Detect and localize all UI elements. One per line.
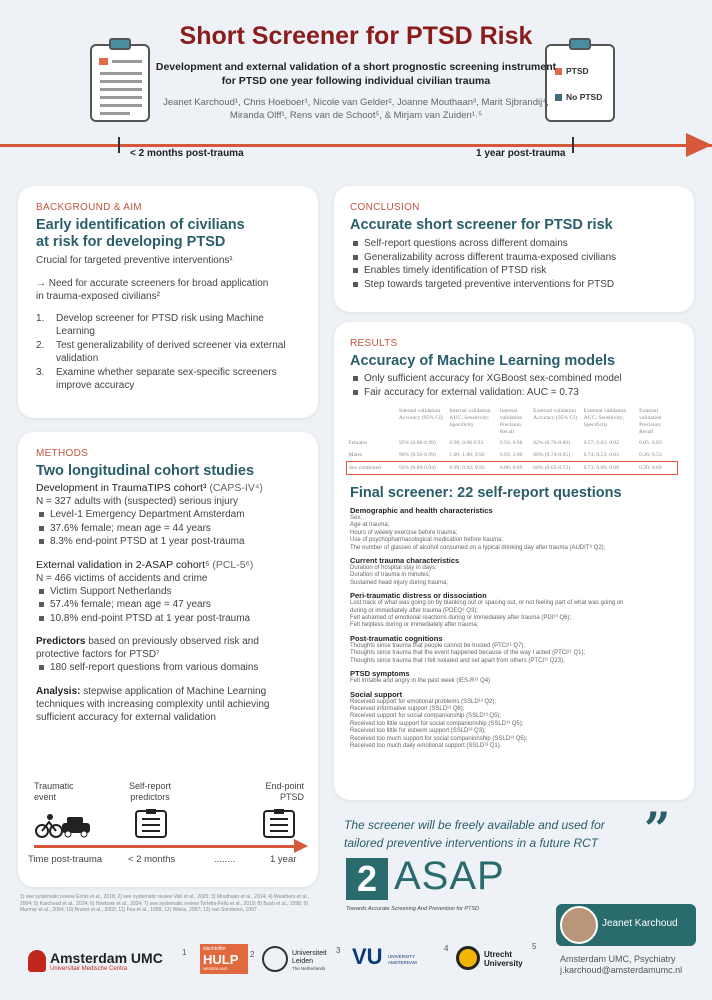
predictors-text: based on previously observed risk and protective factors for PTSD⁷ <box>36 636 259 660</box>
clipboard-left-icon <box>90 44 150 122</box>
logo-leiden: Universiteit Leiden The Netherlands 3 <box>262 946 342 976</box>
screener-section-title: PTSD symptoms <box>350 669 410 679</box>
table-header-row: Internal validation Accuracy (95% CI) Internal validation AUC; Sensitivity; Specificity Internal validation Precision; Recall External validation Accuracy (95% CI) External validation AUC; Sensitivity; Specificity External validation Precision; Recall <box>398 408 662 435</box>
arrow-head-icon <box>686 133 712 157</box>
background-heading: Early identification of civilians at risk for developing PTSD <box>36 217 245 250</box>
conclusion-item: Step towards targeted preventive interventions for PTSD <box>350 278 678 292</box>
ext-title: External validation in 2-ASAP cohort⁵ <box>36 558 210 571</box>
conclusion-item: Self-report questions across different domains <box>350 237 678 251</box>
methods-card <box>18 432 318 887</box>
conclusion-card <box>334 186 694 312</box>
checklist-endpoint-icon <box>262 809 296 839</box>
conclusion-item: Generalizability across different trauma-exposed civilians <box>350 251 678 265</box>
diagram-dots: ........ <box>214 854 236 865</box>
cyclist-car-icon <box>34 811 94 839</box>
ext-n: N = 466 victims of accidents and crime <box>36 572 208 584</box>
asap-logo: 2 ASAP Towards Accurate Screening And Prevention for PTSD <box>346 854 505 912</box>
screener-section-title: Post-traumatic cognitions <box>350 633 443 643</box>
conclusion-item: Enables timely identification of PTSD risk <box>350 264 678 278</box>
contact-badge <box>556 904 696 946</box>
results-item: Fair accuracy for external validation: AUC = 0.73 <box>350 386 678 400</box>
table-row: Males 96% (0.92-0.99) 1.00; 1.00; 0.93 0.93; 1.00 80% (0.74-0.85) 0.74; 0.53; 0.83 0.26; 0.53 <box>348 452 662 458</box>
conclusion-section-label: CONCLUSION <box>350 202 420 213</box>
contact-email[interactable]: j.karchoud@amsterdamumc.nl <box>560 965 683 975</box>
closing-quote: The screener will be freely available and used for tailored preventive interventions in a future RCT <box>344 818 605 850</box>
ext-item: Victim Support Netherlands <box>36 585 300 599</box>
table-row: Females 95% (0.88-0.99) 0.98; 0.98 0.93 0.93; 0.98 82% (0.76-0.86) 0.57; 0.03; 0.92 0.05; 0.03 <box>348 440 662 446</box>
ext-item: 57.4% female; mean age = 47 years <box>36 598 300 612</box>
results-table <box>346 407 678 475</box>
background-card <box>18 186 318 418</box>
subtitle: Development and external validation of a short prognostic screening instrument for PTSD one year following individual civilian trauma <box>155 61 557 87</box>
avatar <box>560 906 598 944</box>
aims-list <box>36 313 300 392</box>
legend-no-ptsd: No PTSD <box>566 92 603 102</box>
table-row-highlighted: Sex combined 93% (0.89-0.94) 0.99; 0.92; 0.93 0.86; 0.69 68% (0.63-0.72) 0.73; 0.69; 0.68 0.20; 0.69 <box>347 462 678 475</box>
results-section-label: RESULTS <box>350 338 398 349</box>
background-line1: Crucial for targeted preventive interventions¹ <box>36 255 233 266</box>
diagram-predictors-label: Self-report predictors <box>128 781 172 802</box>
diagram-t2-label: 1 year <box>270 854 297 865</box>
ext-instrument: (PCL-5⁶) <box>212 558 254 571</box>
screener-section-title: Current trauma characteristics <box>350 556 460 566</box>
diagram-endpoint-label: End-point PTSD <box>265 781 304 802</box>
aim-item: 1. Develop screener for PTSD risk using Machine Learning <box>36 313 264 337</box>
timeline-mark-start <box>118 137 120 153</box>
checklist-icon <box>134 809 168 839</box>
screener-heading: Final screener: 22 self-report questions <box>350 485 622 501</box>
methods-heading: Two longitudinal cohort studies <box>36 463 255 479</box>
dev-item: Level-1 Emergency Department Amsterdam <box>36 508 300 522</box>
dev-instrument: (CAPS-IV⁴) <box>209 482 263 494</box>
logo-utrecht: Utrecht University 5 <box>456 946 548 976</box>
diagram-axis-label: Time post-trauma <box>28 854 103 865</box>
methods-section-label: METHODS <box>36 448 89 459</box>
analysis-text: stepwise application of Machine Learning techniques with increasing complexity until achieving sufficient accuracy for external validation <box>36 685 270 723</box>
predictors-title: Predictors <box>36 636 86 647</box>
screener-list: Demographic and health characteristics Sex; Age at trauma; Hours of weekly exercise before trauma; Use of psychopharmacological medication before trauma; The number of glasses of alcohol consumed on a typical drinking day after trauma (AUDIT⁸ Q2); Current trauma characteristics Duration of hospital stay in days; Duration of trauma in minutes; Sustained head injury during trauma; Peri-traumatic distress or dissociation Lost track of what was going on by blanking out or spacing out, or not feeling part of what was going on during or immediately after trauma (PDEQ⁹ Q3); Felt ashamed of emotional reactions during or immediately after trauma (PDI¹⁰ Q6); Felt helpless during or immediately after trauma; Post-traumatic cognitions Thoughts since trauma that people cannot be trusted (PTCI¹¹ Q7); Thoughts since trauma that the event happened because of the way I acted (PTCI¹¹ Q1); Thoughts since trauma that I felt isolated and set apart from others (PTCI¹¹ Q23); PTSD symptoms Felt irritable and angry in the past week (IES-R¹² Q4) Social support Received support for emotional problems (SSLD¹³ Q2); Received informative support (SSLD¹³ Q6); Received support for social companionship (SSLD¹³ Q5); Received too little support for social companionship (SSLD¹³ Q5); Received too little for esteem support (SSLD¹³ Q3); Received too much support for social companionship (SSLD¹³ Q5); Received too much daily emotional support (SSLD¹³ Q1). <box>350 506 678 750</box>
timeline-right-label: 1 year post-trauma <box>476 148 566 159</box>
screener-section-title: Demographic and health characteristics <box>350 506 493 515</box>
logo-vu: VU UNIVERSITY AMSTERDAM 4 <box>352 944 449 969</box>
conclusion-heading: Accurate short screener for PTSD risk <box>350 217 613 233</box>
results-card <box>334 322 694 800</box>
dev-n: N = 327 adults with (suspected) serious injury <box>36 496 239 507</box>
asap-tagline: Towards Accurate Screening And Prevention for PTSD <box>346 906 479 912</box>
timeline-diagram <box>28 781 304 871</box>
screener-section-title: Peri-traumatic distress or dissociation <box>350 591 487 601</box>
dev-item: 37.6% female; mean age = 44 years <box>36 522 300 536</box>
legend-ptsd: PTSD <box>566 66 589 76</box>
diagram-event-label: Traumatic event <box>34 781 74 802</box>
timeline-arrow <box>0 144 712 147</box>
background-section-label: BACKGROUND & AIM <box>36 202 142 213</box>
results-item: Only sufficient accuracy for XGBoost sex-combined model <box>350 372 678 386</box>
footnotes: 1) see systematic review Ennis et al., 2018; 2) see systematic review Vab et al., 2025; 3) Mouthaan et al., 2014; 4) Weathers et al., 2004; 5) Karchoud et al., 2024; 6) Hoeboer et al., 2024; 7) see systematic review Tortella-Feliu et al., 2019; 8) Bush et al., 1998; 9) Marmar et al., 2004; 10) Brunet et al., 2002; 11) Foa et al., 1999; 12) Weiss, 2007; 13) van Sonderen, 1997 <box>20 894 309 913</box>
dev-item: 8.3% end-point PTSD at 1 year post-trauma <box>36 535 300 549</box>
timeline-mark-end <box>572 137 574 153</box>
contact-affiliation: Amsterdam UMC, Psychiatry <box>560 954 676 964</box>
leiden-seal-icon <box>262 946 288 972</box>
authors: Jeanet Karchoud¹, Chris Hoeboer¹, Nicole van Gelder², Joanne Mouthaan³, Marit Sjbrandij⁴, Miranda Olff¹, Rens van de Schoot⁵, & Mirjam van Zuiden¹˒⁵ <box>163 97 549 121</box>
predictor-item: 180 self-report questions from various domains <box>36 661 300 675</box>
aim-item: 3. Examine whether separate sex-specific screeners improve accuracy <box>36 367 277 391</box>
timeline-left-label: < 2 months post-trauma <box>130 148 244 159</box>
screener-section-title: Social support <box>350 689 403 699</box>
aim-item: 2. Test generalizability of derived screener via external validation <box>36 340 286 364</box>
diagram-t1-label: < 2 months <box>128 854 176 865</box>
logo-slachtofferhulp: slachtoffer HULP NEDERLAND 2 <box>200 944 258 974</box>
ext-item: 10.8% end-point PTSD at 1 year post-trauma <box>36 612 300 626</box>
amc-logo-icon <box>28 950 46 972</box>
dev-title: Development in TraumaTIPS cohort³ <box>36 482 207 494</box>
analysis-title: Analysis: <box>36 685 81 697</box>
quote-mark-icon: ” <box>644 802 671 856</box>
background-line2: → Need for accurate screeners for broad application in trauma-exposed civilians² <box>36 278 269 302</box>
contact-name: Jeanet Karchoud <box>602 918 678 929</box>
page-title: Short Screener for PTSD Risk <box>179 22 533 50</box>
logo-amsterdam-umc: Amsterdam UMC Universitair Medische Centra 1 <box>28 948 198 980</box>
results-heading: Accuracy of Machine Learning models <box>350 353 616 369</box>
